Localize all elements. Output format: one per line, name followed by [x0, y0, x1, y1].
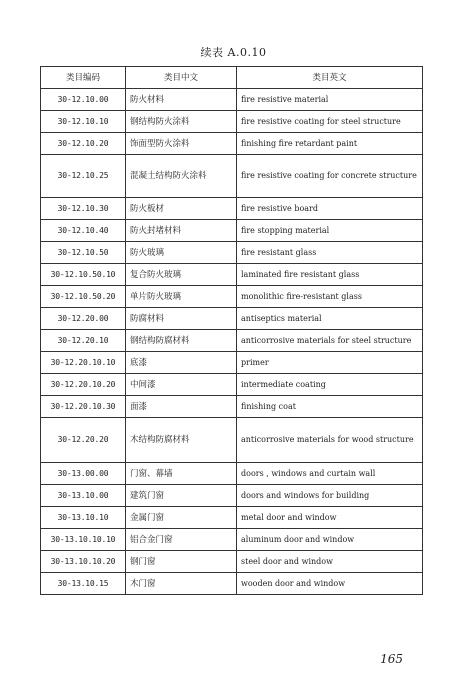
table-row — [41, 242, 423, 264]
table-row — [41, 463, 423, 485]
header-code: 类目编码 — [41, 67, 126, 89]
english-name-cell: fire stopping material — [237, 220, 423, 242]
english-name-cell: fire resistive board — [237, 198, 423, 220]
table-row — [41, 507, 423, 529]
chinese-name-cell: 建筑门窗 — [126, 485, 237, 507]
code-cell: 30-12.10.00 — [41, 89, 126, 111]
chinese-name-cell: 单片防火玻璃 — [126, 286, 237, 308]
code-cell: 30-12.20.10.10 — [41, 352, 126, 374]
code-cell: 30-12.10.40 — [41, 220, 126, 242]
table-header-row — [41, 67, 423, 89]
chinese-name-cell: 防火封堵材料 — [126, 220, 237, 242]
chinese-name-cell: 钢结构防腐材料 — [126, 330, 237, 352]
code-cell: 30-12.10.30 — [41, 198, 126, 220]
english-name-cell: intermediate coating — [237, 374, 423, 396]
chinese-name-cell: 底漆 — [126, 352, 237, 374]
english-name-cell: fire resistive material — [237, 89, 423, 111]
table-row — [41, 418, 423, 463]
code-cell: 30-13.10.10 — [41, 507, 126, 529]
table-row — [41, 330, 423, 352]
code-cell: 30-12.10.50.10 — [41, 264, 126, 286]
classification-table — [40, 66, 423, 595]
english-name-cell: doors and windows for building — [237, 485, 423, 507]
table-row — [41, 133, 423, 155]
table-row — [41, 155, 423, 198]
code-cell: 30-13.00.00 — [41, 463, 126, 485]
page-number: 165 — [380, 652, 403, 666]
code-cell: 30-12.10.25 — [41, 155, 126, 198]
chinese-name-cell: 防火材料 — [126, 89, 237, 111]
chinese-name-cell: 钢门窗 — [126, 551, 237, 573]
chinese-name-cell: 防火玻璃 — [126, 242, 237, 264]
code-cell: 30-12.10.20 — [41, 133, 126, 155]
table-row — [41, 374, 423, 396]
code-cell: 30-12.10.50.20 — [41, 286, 126, 308]
english-name-cell: anticorrosive materials for wood structure — [237, 418, 423, 463]
code-cell: 30-12.20.20 — [41, 418, 126, 463]
table-caption: 续表 A.0.10 — [200, 46, 267, 59]
code-cell: 30-13.10.00 — [41, 485, 126, 507]
chinese-name-cell: 混凝土结构防火涂料 — [126, 155, 237, 198]
table-row — [41, 529, 423, 551]
english-name-cell: anticorrosive materials for steel structure — [237, 330, 423, 352]
code-cell: 30-12.10.50 — [41, 242, 126, 264]
chinese-name-cell: 铝合金门窗 — [126, 529, 237, 551]
chinese-name-cell: 中间漆 — [126, 374, 237, 396]
english-name-cell: fire resistive coating for steel structure — [237, 111, 423, 133]
english-name-cell: antiseptics material — [237, 308, 423, 330]
chinese-name-cell: 木门窗 — [126, 573, 237, 595]
code-cell: 30-12.20.10.30 — [41, 396, 126, 418]
chinese-name-cell: 木结构防腐材料 — [126, 418, 237, 463]
english-name-cell: monolithic fire-resistant glass — [237, 286, 423, 308]
header-chinese: 类目中文 — [126, 67, 237, 89]
table-row — [41, 286, 423, 308]
english-name-cell: primer — [237, 352, 423, 374]
table-row — [41, 485, 423, 507]
chinese-name-cell: 面漆 — [126, 396, 237, 418]
english-name-cell: metal door and window — [237, 507, 423, 529]
table-row — [41, 396, 423, 418]
english-name-cell: aluminum door and window — [237, 529, 423, 551]
table-body — [41, 89, 423, 595]
chinese-name-cell: 饰面型防火涂料 — [126, 133, 237, 155]
english-name-cell: fire resistive coating for concrete structure — [237, 155, 423, 198]
code-cell: 30-12.10.10 — [41, 111, 126, 133]
english-name-cell: laminated fire resistant glass — [237, 264, 423, 286]
table-row — [41, 111, 423, 133]
english-name-cell: fire resistant glass — [237, 242, 423, 264]
table-row — [41, 352, 423, 374]
table-row — [41, 308, 423, 330]
english-name-cell: steel door and window — [237, 551, 423, 573]
english-name-cell: finishing fire retardant paint — [237, 133, 423, 155]
code-cell: 30-12.20.00 — [41, 308, 126, 330]
english-name-cell: doors , windows and curtain wall — [237, 463, 423, 485]
code-cell: 30-13.10.15 — [41, 573, 126, 595]
code-cell: 30-12.20.10 — [41, 330, 126, 352]
code-cell: 30-13.10.10.20 — [41, 551, 126, 573]
chinese-name-cell: 金属门窗 — [126, 507, 237, 529]
chinese-name-cell: 复合防火玻璃 — [126, 264, 237, 286]
table-row — [41, 220, 423, 242]
table-row — [41, 89, 423, 111]
code-cell: 30-13.10.10.10 — [41, 529, 126, 551]
chinese-name-cell: 防火板材 — [126, 198, 237, 220]
chinese-name-cell: 防腐材料 — [126, 308, 237, 330]
code-cell: 30-12.20.10.20 — [41, 374, 126, 396]
chinese-name-cell: 门窗、幕墙 — [126, 463, 237, 485]
chinese-name-cell: 钢结构防火涂料 — [126, 111, 237, 133]
header-english: 类目英文 — [237, 67, 423, 89]
table-row — [41, 551, 423, 573]
table-row — [41, 198, 423, 220]
table-row — [41, 264, 423, 286]
english-name-cell: wooden door and window — [237, 573, 423, 595]
english-name-cell: finishing coat — [237, 396, 423, 418]
table-row — [41, 573, 423, 595]
